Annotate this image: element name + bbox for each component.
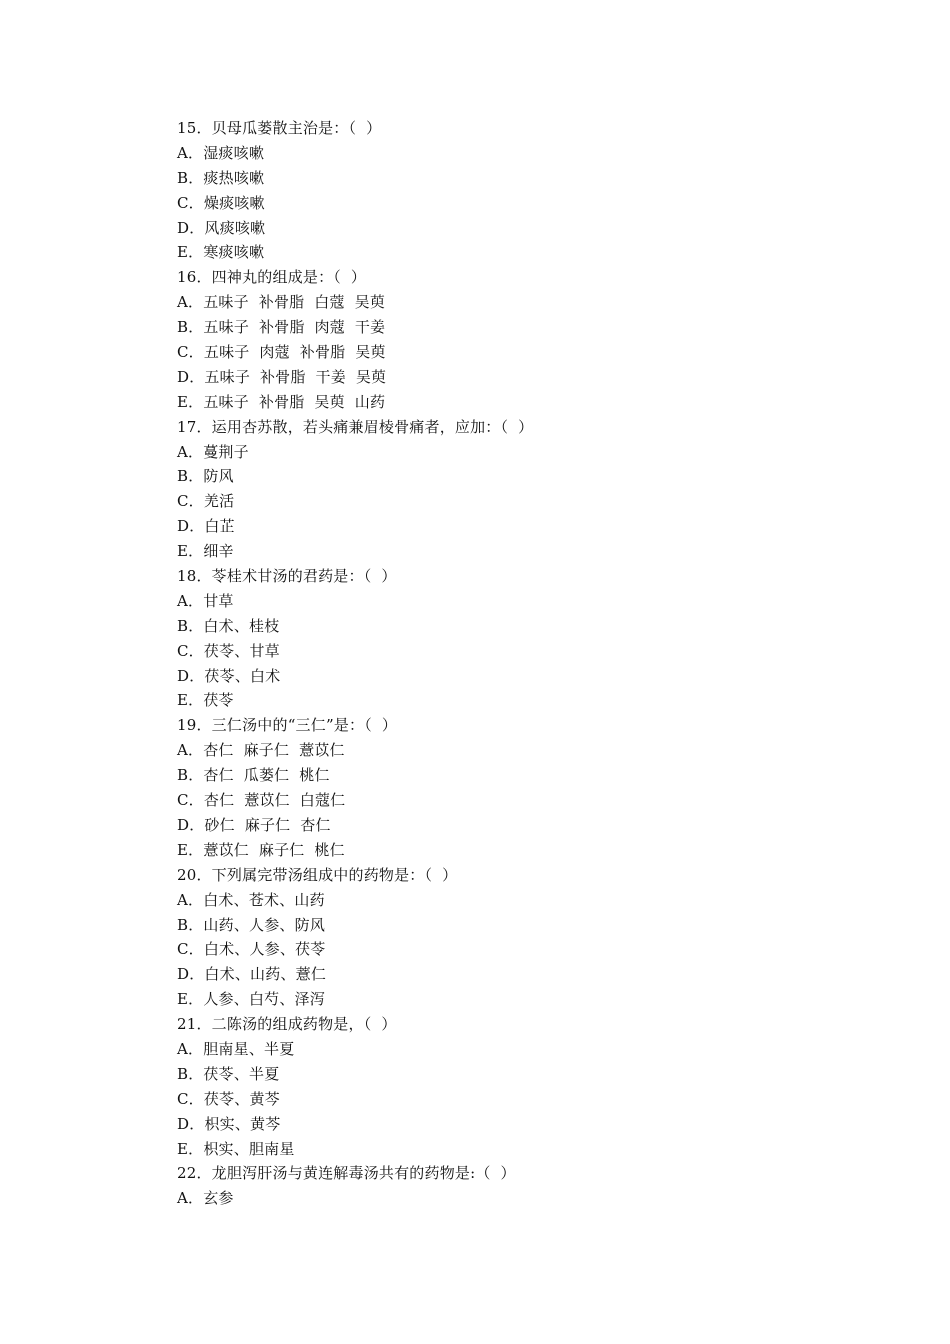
option-c: C．茯苓、甘草 xyxy=(177,641,280,660)
option-d: D．茯苓、白术 xyxy=(177,666,281,685)
option-b: B．防风 xyxy=(177,467,234,486)
option-e: E．枳实、胆南星 xyxy=(177,1139,295,1158)
option-a: A．杏仁 麻子仁 薏苡仁 xyxy=(177,741,345,760)
question-stem: 18．苓桂术甘汤的君药是：（ ） xyxy=(177,567,397,586)
option-d: D．白芷 xyxy=(177,517,235,536)
question-15 xyxy=(177,116,877,265)
option-a: A．白术、苍术、山药 xyxy=(177,890,325,909)
option-a: A．胆南星、半夏 xyxy=(177,1039,295,1058)
option-d: D．五味子 补骨脂 干姜 吴萸 xyxy=(177,367,387,386)
option-d: D．枳实、黄芩 xyxy=(177,1114,281,1133)
question-stem: 15．贝母瓜蒌散主治是：（ ） xyxy=(177,119,382,137)
question-20 xyxy=(177,863,877,1012)
option-e: E．细辛 xyxy=(177,542,234,561)
option-e: E．五味子 补骨脂 吴萸 山药 xyxy=(177,392,386,411)
option-c: C．茯苓、黄芩 xyxy=(177,1089,280,1108)
option-e: E．寒痰咳嗽 xyxy=(177,243,265,262)
option-a: A．甘草 xyxy=(177,591,234,610)
option-a: A．玄参 xyxy=(177,1189,234,1208)
option-a: A．蔓荆子 xyxy=(177,442,249,461)
question-stem: 16．四神丸的组成是：（ ） xyxy=(177,268,367,287)
question-22 xyxy=(177,1161,877,1211)
question-17 xyxy=(177,415,877,564)
option-c: C．羌活 xyxy=(177,492,235,511)
option-b: B．山药、人参、防风 xyxy=(177,915,326,934)
option-a: A．湿痰咳嗽 xyxy=(177,143,265,162)
option-b: B．痰热咳嗽 xyxy=(177,168,265,187)
option-b: B．茯苓、半夏 xyxy=(177,1064,280,1083)
question-stem: 21．二陈汤的组成药物是，（ ） xyxy=(177,1015,397,1034)
option-e: E．人参、白芍、泽泻 xyxy=(177,990,325,1009)
question-stem: 19．三仁汤中的“三仁”是：（ ） xyxy=(177,716,398,735)
option-b: B．杏仁 瓜蒌仁 桃仁 xyxy=(177,766,330,785)
option-b: B．五味子 补骨脂 肉蔻 干姜 xyxy=(177,318,386,337)
question-stem: 17．运用杏苏散，若头痛兼眉棱骨痛者，应加：（ ） xyxy=(177,417,534,436)
option-c: C．五味子 肉蔻 补骨脂 吴萸 xyxy=(177,343,386,362)
option-d: D．砂仁 麻子仁 杏仁 xyxy=(177,815,331,834)
option-e: E．茯苓 xyxy=(177,691,234,710)
option-c: C．白术、人参、茯苓 xyxy=(177,940,326,959)
option-d: D．白术、山药、薏仁 xyxy=(177,965,327,984)
question-stem: 20．下列属完带汤组成中的药物是：（ ） xyxy=(177,865,458,884)
question-21 xyxy=(177,1012,877,1161)
question-stem: 22．龙胆泻肝汤与黄连解毒汤共有的药物是:（ ） xyxy=(177,1164,516,1183)
option-c: C．燥痰咳嗽 xyxy=(177,193,265,212)
question-18 xyxy=(177,564,877,713)
question-16 xyxy=(177,265,877,414)
option-e: E．薏苡仁 麻子仁 桃仁 xyxy=(177,840,345,859)
option-a: A．五味子 补骨脂 白蔻 吴萸 xyxy=(177,293,386,312)
question-19 xyxy=(177,713,877,862)
option-b: B．白术、桂枝 xyxy=(177,616,280,635)
option-c: C．杏仁 薏苡仁 白蔻仁 xyxy=(177,791,346,810)
option-d: D．风痰咳嗽 xyxy=(177,218,266,237)
document-page xyxy=(177,116,877,1211)
